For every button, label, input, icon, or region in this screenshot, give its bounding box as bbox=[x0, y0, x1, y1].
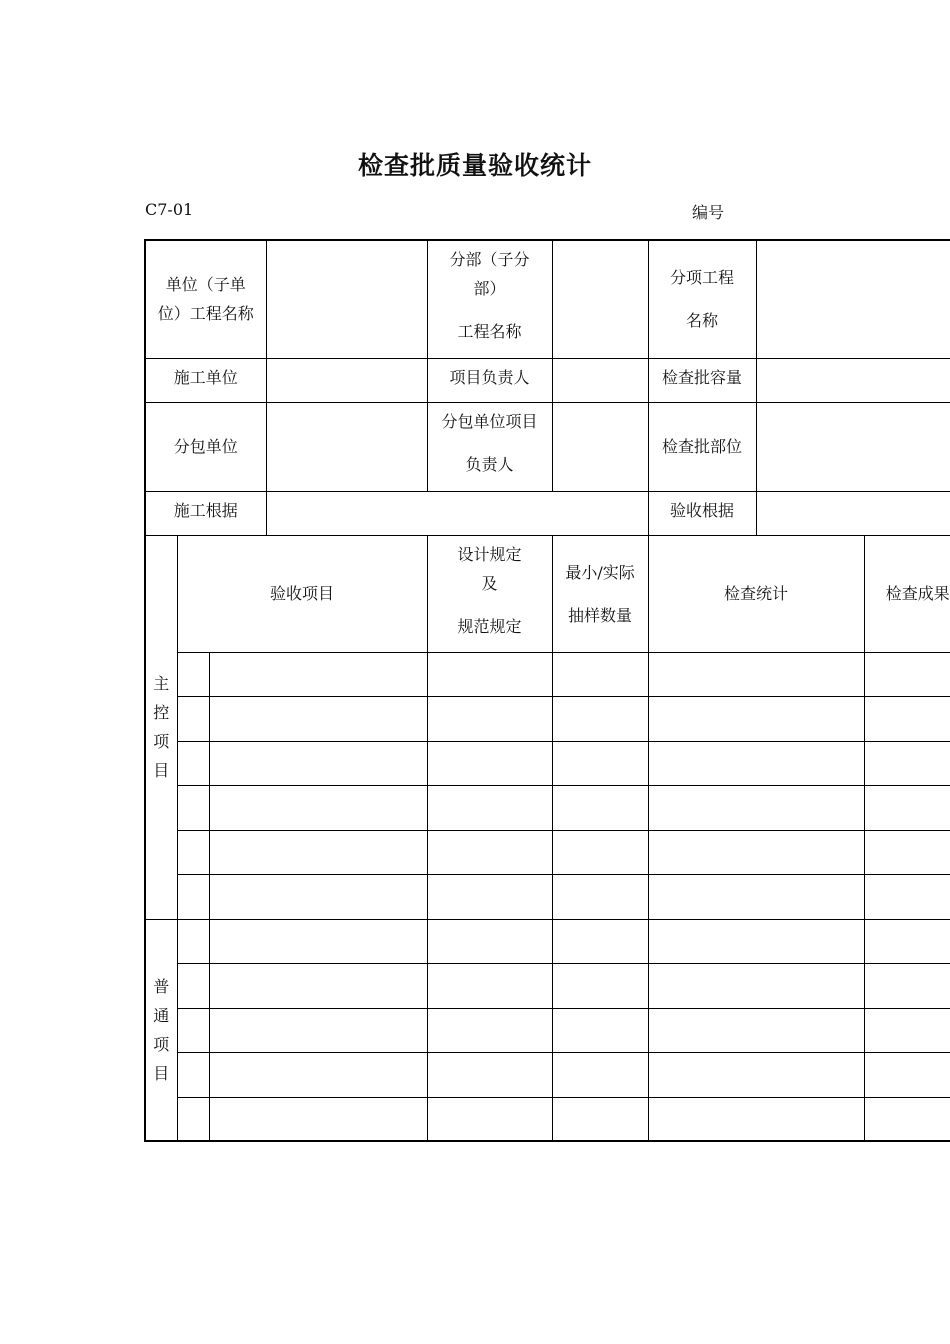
item-cell[interactable] bbox=[209, 741, 427, 785]
item-cell[interactable] bbox=[209, 874, 427, 919]
general-row bbox=[145, 919, 950, 963]
group-general: 普通项目 bbox=[145, 919, 177, 1141]
row-number-cell[interactable] bbox=[177, 741, 209, 785]
result-cell[interactable] bbox=[864, 963, 950, 1008]
item-cell[interactable] bbox=[209, 963, 427, 1008]
project-manager-value[interactable] bbox=[552, 358, 648, 402]
result-cell[interactable] bbox=[864, 1097, 950, 1141]
batch-capacity-value[interactable] bbox=[756, 358, 950, 402]
spec-cell[interactable] bbox=[427, 741, 552, 785]
stats-cell[interactable] bbox=[648, 1052, 864, 1097]
col-sample-header: 最小/实际 抽样数量 bbox=[552, 535, 648, 652]
acceptance-basis-value[interactable] bbox=[756, 491, 950, 535]
group-main: 主控项目 bbox=[145, 535, 177, 919]
col-stats-header: 检查统计 bbox=[648, 535, 864, 652]
sub-item-label: 分项工程 名称 bbox=[648, 240, 756, 358]
sub-division-value[interactable] bbox=[552, 240, 648, 358]
spec-cell[interactable] bbox=[427, 696, 552, 741]
sub-manager-label: 分包单位项目 负责人 bbox=[427, 402, 552, 491]
result-cell[interactable] bbox=[864, 696, 950, 741]
page-title: 检查批质量验收统计 bbox=[357, 151, 592, 180]
general-row bbox=[145, 963, 950, 1008]
stats-cell[interactable] bbox=[648, 1008, 864, 1052]
item-cell[interactable] bbox=[209, 652, 427, 696]
header-row-unit bbox=[145, 240, 950, 358]
construction-basis-label: 施工根据 bbox=[145, 491, 266, 535]
spec-cell[interactable] bbox=[427, 785, 552, 830]
general-row bbox=[145, 1008, 950, 1052]
col-spec-header: 设计规定 及 规范规定 bbox=[427, 535, 552, 652]
sample-cell[interactable] bbox=[552, 1097, 648, 1141]
form-code: C7-01 bbox=[145, 200, 194, 219]
acceptance-basis-label: 验收根据 bbox=[648, 491, 756, 535]
item-cell[interactable] bbox=[209, 919, 427, 963]
sub-division-label: 分部（子分 部） 工程名称 bbox=[427, 240, 552, 358]
construction-basis-value[interactable] bbox=[266, 491, 648, 535]
row-number-cell[interactable] bbox=[177, 785, 209, 830]
row-number-cell[interactable] bbox=[177, 919, 209, 963]
stats-cell[interactable] bbox=[648, 741, 864, 785]
stats-cell[interactable] bbox=[648, 919, 864, 963]
result-cell[interactable] bbox=[864, 1008, 950, 1052]
row-number-cell[interactable] bbox=[177, 1097, 209, 1141]
spec-cell[interactable] bbox=[427, 1052, 552, 1097]
stats-cell[interactable] bbox=[648, 830, 864, 874]
result-cell[interactable] bbox=[864, 652, 950, 696]
spec-cell[interactable] bbox=[427, 1097, 552, 1141]
unit-name-label: 单位（子单 位）工程名称 bbox=[145, 240, 266, 358]
result-cell[interactable] bbox=[864, 830, 950, 874]
item-cell[interactable] bbox=[209, 1008, 427, 1052]
stats-cell[interactable] bbox=[648, 652, 864, 696]
subcontractor-label: 分包单位 bbox=[145, 402, 266, 491]
spec-cell[interactable] bbox=[427, 963, 552, 1008]
col-result-header: 检查成果 bbox=[864, 535, 950, 652]
sample-cell[interactable] bbox=[552, 785, 648, 830]
main-row bbox=[145, 785, 950, 830]
result-cell[interactable] bbox=[864, 741, 950, 785]
sample-cell[interactable] bbox=[552, 1052, 648, 1097]
row-number-cell[interactable] bbox=[177, 696, 209, 741]
spec-cell[interactable] bbox=[427, 919, 552, 963]
column-header-row bbox=[145, 535, 950, 652]
row-number-cell[interactable] bbox=[177, 830, 209, 874]
general-row bbox=[145, 1052, 950, 1097]
sample-cell[interactable] bbox=[552, 1008, 648, 1052]
stats-cell[interactable] bbox=[648, 785, 864, 830]
row-number-cell[interactable] bbox=[177, 1008, 209, 1052]
row-number-cell[interactable] bbox=[177, 1052, 209, 1097]
sample-cell[interactable] bbox=[552, 874, 648, 919]
spec-cell[interactable] bbox=[427, 874, 552, 919]
item-cell[interactable] bbox=[209, 1052, 427, 1097]
item-cell[interactable] bbox=[209, 830, 427, 874]
unit-name-value[interactable] bbox=[266, 240, 427, 358]
main-row bbox=[145, 652, 950, 696]
result-cell[interactable] bbox=[864, 919, 950, 963]
header-row-basis bbox=[145, 491, 950, 535]
spec-cell[interactable] bbox=[427, 652, 552, 696]
project-manager-label: 项目负责人 bbox=[427, 358, 552, 402]
row-number-cell[interactable] bbox=[177, 652, 209, 696]
item-cell[interactable] bbox=[209, 785, 427, 830]
stats-cell[interactable] bbox=[648, 963, 864, 1008]
result-cell[interactable] bbox=[864, 1052, 950, 1097]
sample-cell[interactable] bbox=[552, 963, 648, 1008]
col-item-header: 验收项目 bbox=[177, 535, 427, 652]
batch-location-value[interactable] bbox=[756, 402, 950, 491]
batch-location-label: 检查批部位 bbox=[648, 402, 756, 491]
number-label: 编号 bbox=[692, 203, 725, 222]
construction-unit-label: 施工单位 bbox=[145, 358, 266, 402]
spec-cell[interactable] bbox=[427, 1008, 552, 1052]
row-number-cell[interactable] bbox=[177, 963, 209, 1008]
construction-unit-value[interactable] bbox=[266, 358, 427, 402]
main-row bbox=[145, 696, 950, 741]
general-row bbox=[145, 1097, 950, 1141]
stats-cell[interactable] bbox=[648, 696, 864, 741]
item-cell[interactable] bbox=[209, 696, 427, 741]
header-row-construction bbox=[145, 358, 950, 402]
header-row-subcontractor bbox=[145, 402, 950, 491]
stats-cell[interactable] bbox=[648, 1097, 864, 1141]
sample-cell[interactable] bbox=[552, 919, 648, 963]
sample-cell[interactable] bbox=[552, 830, 648, 874]
sample-cell[interactable] bbox=[552, 652, 648, 696]
main-row bbox=[145, 830, 950, 874]
stats-cell[interactable] bbox=[648, 874, 864, 919]
inspection-form-table bbox=[144, 239, 950, 1142]
sub-item-value[interactable] bbox=[756, 240, 950, 358]
batch-capacity-label: 检查批容量 bbox=[648, 358, 756, 402]
main-row bbox=[145, 741, 950, 785]
main-row bbox=[145, 874, 950, 919]
sub-manager-value[interactable] bbox=[552, 402, 648, 491]
result-cell[interactable] bbox=[864, 874, 950, 919]
spec-cell[interactable] bbox=[427, 830, 552, 874]
subcontractor-value[interactable] bbox=[266, 402, 427, 491]
sample-cell[interactable] bbox=[552, 741, 648, 785]
item-cell[interactable] bbox=[209, 1097, 427, 1141]
sample-cell[interactable] bbox=[552, 696, 648, 741]
row-number-cell[interactable] bbox=[177, 874, 209, 919]
result-cell[interactable] bbox=[864, 785, 950, 830]
